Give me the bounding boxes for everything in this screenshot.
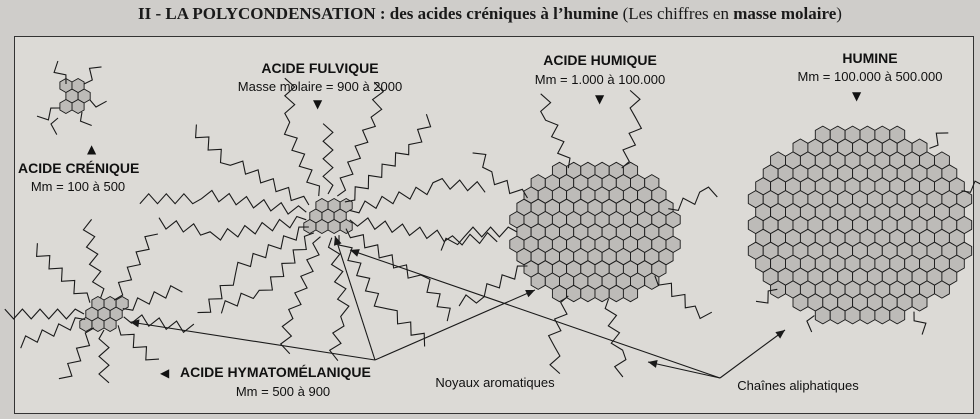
humique-chain [655,276,712,319]
humique-chain [473,153,528,198]
hymato-chain [118,325,159,360]
fulvique-chain [349,179,485,213]
title-main: II - LA POLYCONDENSATION : des acides créniques à l’humine [138,4,619,23]
fulvique-chain [329,238,349,361]
triangle-down-icon: ▼ [595,92,605,106]
fulvique-chain [339,235,425,346]
humique-ring [595,285,609,301]
humine-ring [935,281,950,298]
humique-ring [531,273,545,289]
humine-ring [830,307,845,324]
humine-chain [807,316,815,332]
fulvique-core [316,220,328,234]
fulvique-core [328,199,340,213]
hymato-core [116,297,128,311]
humine-ring [793,294,808,311]
humine-ring [860,307,875,324]
humique-chain [605,299,626,377]
hymato-core [92,297,104,311]
fulvique-core [328,220,340,234]
label-humique-name: ACIDE HUMIQUE [543,52,657,68]
crenique-ring [72,100,84,114]
hymato-chain [114,234,158,300]
fulvique-chain [198,227,309,313]
label-aliphatic-chains: Chaînes aliphatiques [737,378,859,393]
fulvique-core [316,199,328,213]
arrow-aliphatic-head [775,330,785,339]
arrow-aliphatic [720,330,785,378]
label-fulvique-mass: Masse molaire = 900 à 2000 [237,79,403,94]
triangle-left-icon: ◀ [160,366,170,380]
arrow-aliphatic [648,362,720,378]
humine-ring [815,307,830,324]
humique-ring [623,285,637,301]
hymato-core [104,297,116,311]
crenique-chain [90,100,107,107]
hymato-chain [99,330,109,383]
label-humine-mass: Mm = 100.000 à 500.000 [797,69,943,84]
humique-ring [609,285,623,301]
humique-chain [668,187,717,210]
humine-ring [845,307,860,324]
label-hymatomelanique-name: ACIDE HYMATOMÉLANIQUE [180,364,371,380]
hymato-chain [123,286,183,310]
fulvique-chain [323,124,333,194]
humique-ring [581,285,595,301]
crenique-chain [51,118,58,135]
label-fulvique-name: ACIDE FULVIQUE [261,60,379,76]
humine-ring [875,307,890,324]
humique-chain [541,94,570,168]
hymato-core [80,318,92,332]
humine-ring [890,307,905,324]
hymato-core [104,318,116,332]
hymato-chain [5,309,84,319]
humine-ring [771,281,786,298]
humine-chain [929,133,948,149]
arrow-aromatic-head [334,236,342,246]
humique-chain [622,90,642,168]
arrow-aromatic [130,322,375,360]
arrow-aliphatic-head [350,249,360,257]
triangle-down-icon: ▼ [852,89,862,103]
hymato-chain [59,328,94,379]
fulvique-core [340,220,352,234]
label-humine-name: HUMINE [842,50,898,66]
fulvique-chain [337,82,383,196]
label-crenique-mass: Mm = 100 à 500 [30,179,126,194]
crenique-chain [84,67,102,84]
crenique-chain [81,112,92,126]
label-crenique-name: ACIDE CRÉNIQUE [18,160,140,176]
humique-chain [441,227,517,251]
humique-chain [549,296,569,374]
hymato-chain [37,243,90,303]
crenique-ring [72,79,84,93]
fulvique-chain [346,229,450,322]
crenique-ring [60,100,72,114]
fulvique-chain [350,218,498,245]
hymato-chain [83,219,104,298]
arrow-aromatic [375,290,535,360]
arrow-aliphatic-head [648,360,658,368]
title-emphasis: masse molaire [733,4,837,23]
hymato-core [92,318,104,332]
label-hymatomelanique-mass: Mm = 500 à 900 [235,384,331,399]
label-aromatic-nuclei: Noyaux aromatiques [435,375,555,390]
fulvique-chain [140,191,306,215]
triangle-up-icon: ▲ [87,142,97,156]
label-humique-mass: Mm = 1.000 à 100.000 [534,72,666,87]
fulvique-chain [281,237,321,354]
fulvique-chain [285,78,323,196]
hymato-chain [21,318,86,348]
triangle-down-icon: ▼ [313,97,323,111]
title-paren-open: (Les chiffres en [622,4,729,23]
humine-ring [912,294,927,311]
title-paren-close: ) [836,4,842,23]
crenique-chain [37,108,60,120]
humine-chain [914,312,926,335]
humique-ring [567,285,581,301]
